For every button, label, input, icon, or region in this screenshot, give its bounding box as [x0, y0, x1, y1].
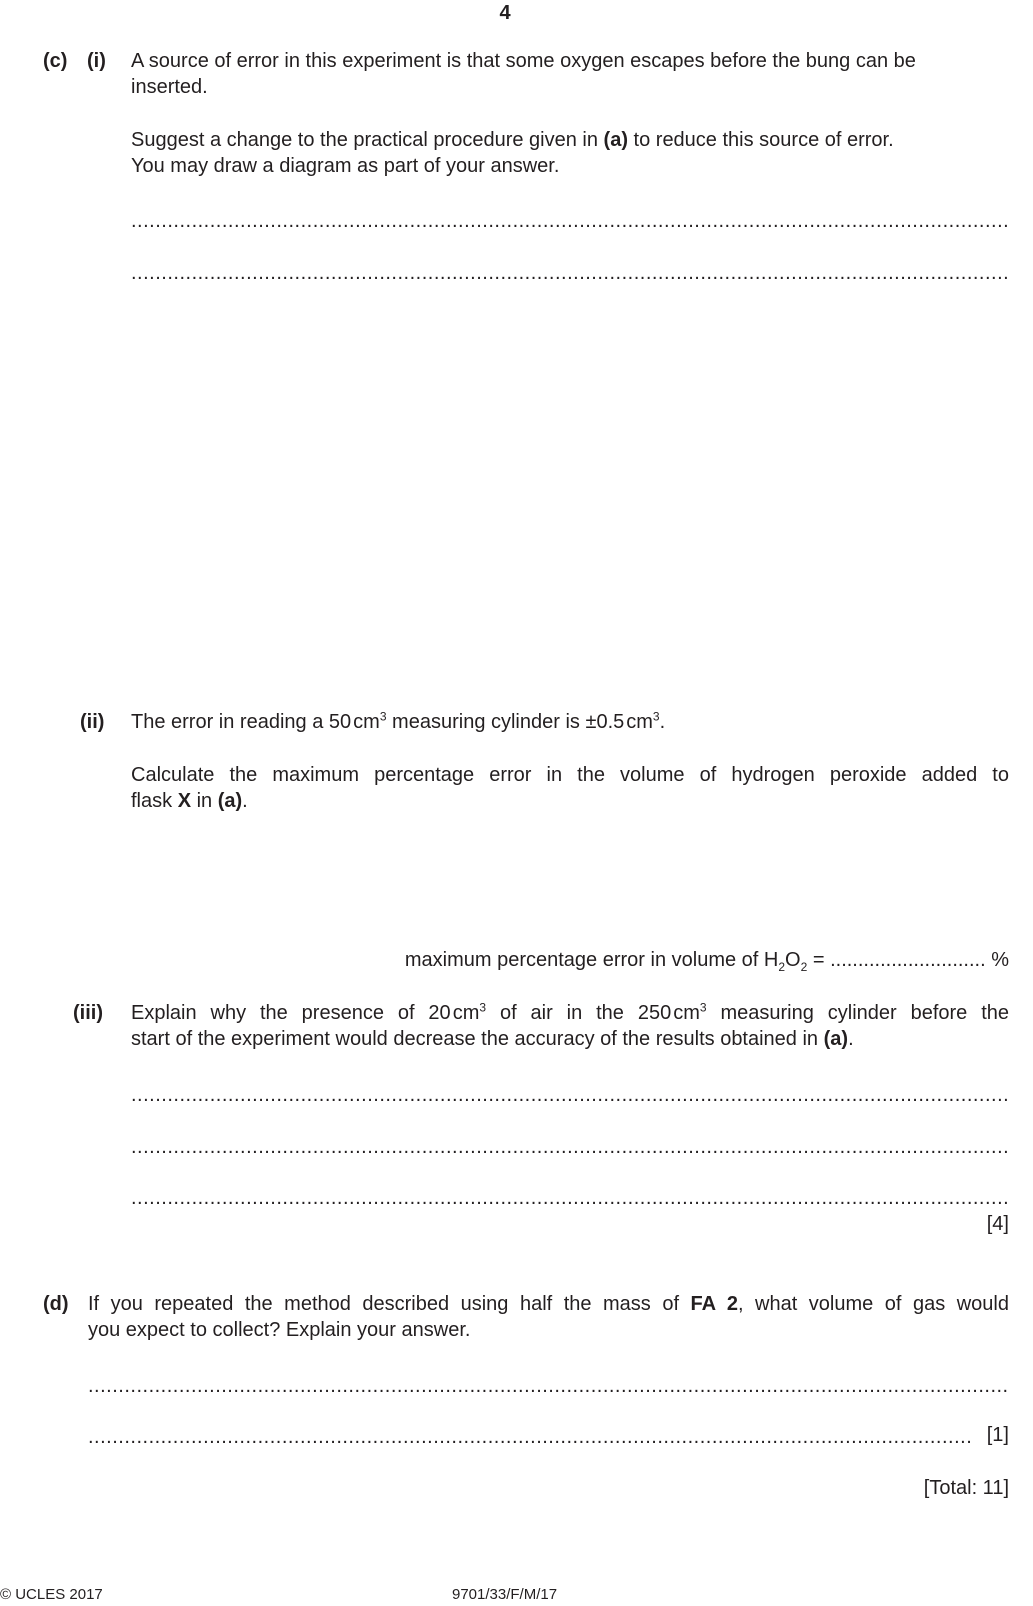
question-d-text: If you repeated the method described using half the mass of FA 2, what volume of gas would: [88, 1293, 1009, 1315]
question-c-iii-text-cont: start of the experiment would decrease the accuracy of the results obtained in (a).: [131, 1028, 854, 1050]
question-c-ii-instruction-cont: flask X in (a).: [131, 790, 248, 812]
question-c-ii-text: The error in reading a 50 $cm^3$ measuring cylinder is ±0.5 $cm^3$.: [131, 709, 666, 733]
question-c-i-text: A source of error in this experiment is that some oxygen escapes before the bung can be: [131, 50, 916, 72]
answer-c-ii-percentage-error[interactable]: maximum percentage error in volume of $H_2O_2$ = ............................ %: [404, 949, 1009, 974]
question-c-iii-text: Explain why the presence of 20 $cm^3$ of air in the 250 $cm^3$ measuring cylinder before the: [131, 1000, 1009, 1024]
answer-line-d-1[interactable]: [88, 1376, 1008, 1396]
total-marks: [Total: 11]: [923, 1477, 1009, 1499]
footer-code: 9701/33/F/M/17: [452, 1586, 558, 1603]
answer-line-c-iii-1[interactable]: [131, 1085, 1008, 1105]
part-c-label: (c): [43, 50, 68, 72]
part-d-label: (d): [43, 1293, 69, 1315]
diagram-answer-space[interactable]: [131, 290, 1008, 690]
part-c-ii-label: (ii): [80, 711, 105, 733]
answer-line-d-2[interactable]: [88, 1427, 970, 1447]
answer-line-c-i-1[interactable]: [131, 211, 1008, 231]
marks-d: [1]: [986, 1424, 1009, 1446]
question-c-i-instruction: Suggest a change to the practical procedure given in (a) to reduce this source of error.: [131, 129, 894, 151]
page-number: 4: [499, 2, 511, 24]
answer-line-c-iii-3[interactable]: [131, 1188, 1008, 1208]
question-c-i-diagram-note: You may draw a diagram as part of your answer.: [131, 155, 560, 177]
question-c-ii-instruction: Calculate the maximum percentage error in the volume of hydrogen peroxide added to: [131, 764, 1009, 786]
part-c-iii-label: (iii): [73, 1002, 103, 1024]
question-c-i-text-cont: inserted.: [131, 76, 208, 98]
answer-line-c-i-2[interactable]: [131, 263, 1008, 283]
part-c-i-label: (i): [87, 50, 106, 72]
footer-copyright: © UCLES 2017: [0, 1586, 103, 1603]
working-space-c-ii[interactable]: [131, 820, 1008, 940]
marks-c: [4]: [986, 1213, 1009, 1235]
question-d-text-cont: you expect to collect? Explain your answer.: [88, 1319, 471, 1341]
answer-line-c-iii-2[interactable]: [131, 1137, 1008, 1157]
